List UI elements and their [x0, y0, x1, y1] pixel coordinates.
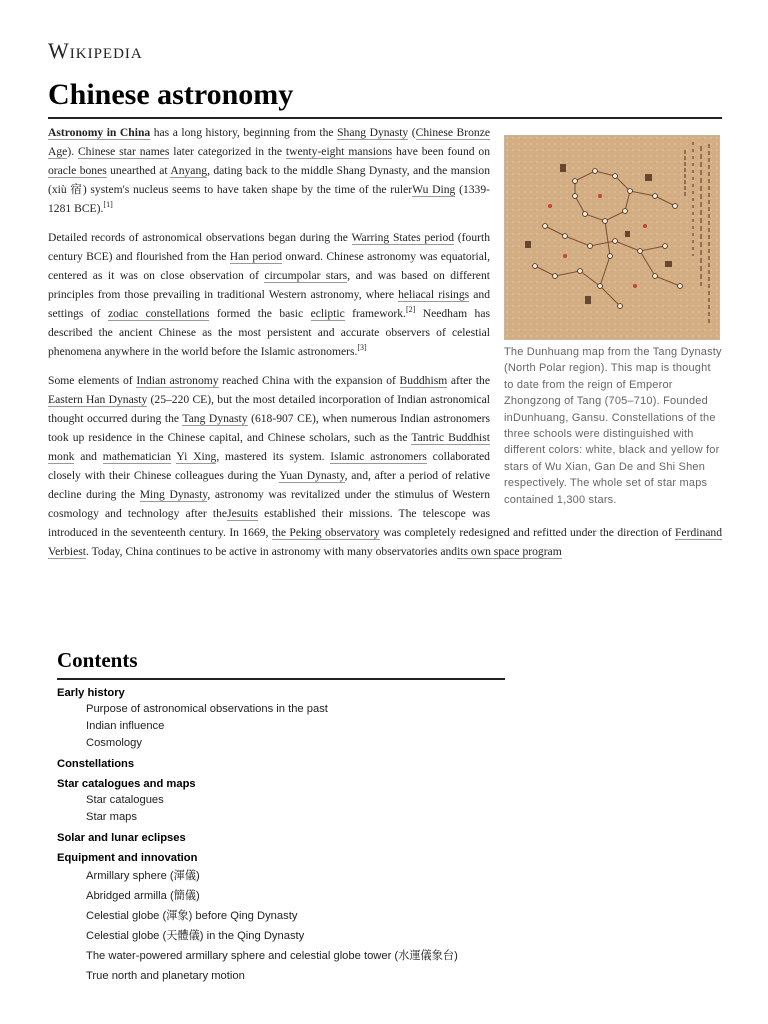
link-yuan-dynasty[interactable]: Yuan Dynasty: [279, 469, 345, 482]
title-divider: [48, 117, 722, 119]
toc-subitem[interactable]: Indian influence: [86, 720, 165, 732]
star-map-drawing: [505, 136, 719, 339]
link-astronomy-in-china[interactable]: Astronomy in China: [48, 126, 151, 139]
link-twenty-eight-mansions[interactable]: twenty-eight mansions: [285, 145, 393, 158]
toc-subitem[interactable]: True north and planetary motion: [86, 970, 245, 982]
toc-subitem[interactable]: Purpose of astronomical observations in the past: [86, 703, 328, 715]
link-jesuits[interactable]: Jesuits: [227, 507, 258, 520]
citation-3[interactable]: [3]: [357, 343, 367, 353]
toc-subitem[interactable]: Star catalogues: [86, 794, 164, 806]
toc-item-constellations[interactable]: Constellations: [57, 758, 135, 770]
link-shang-dynasty[interactable]: Shang Dynasty: [337, 126, 409, 139]
paragraph-influences: Some elements of Indian astronomy reached China with the expansion of Buddhism after the Eastern Han Dynasty (25–220 CE), but the most detailed incorporation of Indian astronomical thought occurred during the Tang Dynasty (618-907 CE), when numerous Indian astronomers took up residence in the Chinese capital, and Chinese scholars, such as the Tantric Buddhist monk and mathematician Yi Xing, mastered its system. Islamic astronomers collaborated closely with their Chinese colleagues during the Yuan Dynasty, and, after a period of relative decline during the Ming Dynasty, astronomy was revitalized under the stimulus of Western cosmology and technology after theJesuits established their missions. The telescope was introduced in the seventeenth century. In 1669, the Peking observatory was completely redesigned and refitted under the direction of Ferdinand Verbiest. Today, China continues to be active in astronomy with many observatories andits own space program: [48, 374, 722, 558]
page-title: Chinese astronomy: [48, 78, 294, 111]
paragraph-records: Detailed records of astronomical observations began during the Warring States period (fourth century BCE) and flourished from the Han period onward. Chinese astronomy was equatorial, centered as it was on close observation of circumpolar stars, and was based on different principles from those prevailing in traditional Western astronomy, where heliacal risings and settings of zodiac constellations formed the basic ecliptic framework.[2] Needham has described the ancient Chinese as the most persistent and accurate observers of celestial phenomena anywhere in the world before the Islamic astronomers.[3]: [48, 231, 491, 358]
paragraph-intro: Astronomy in China has a long history, beginning from the Shang Dynasty (Chinese Bronze Age). Chinese star names later categorized in the twenty-eight mansions have been found on oracle bones unearthed at Anyang, dating back to the middle Shang Dynasty, and the mansion (xiù 宿) system's nucleus seems to have taken shape by the time of the rulerWu Ding (1339-1281 BCE).[1]: [48, 126, 490, 215]
citation-1[interactable]: [1]: [103, 200, 113, 210]
toc-subitem[interactable]: Abridged armilla (簡儀): [86, 890, 200, 902]
link-mathematician[interactable]: mathematician: [102, 450, 171, 463]
toc-divider: [57, 678, 505, 680]
toc-section-early-history: [57, 686, 505, 752]
link-han-period[interactable]: Han period: [229, 250, 283, 263]
link-indian-astronomy[interactable]: Indian astronomy: [136, 374, 219, 387]
link-ferdinand-verbiest[interactable]: Ferdinand Verbiest: [48, 526, 722, 558]
toc-subitem[interactable]: Armillary sphere (渾儀): [86, 870, 200, 882]
toc-section-constellations: [57, 757, 505, 772]
dunhuang-map-figure: [504, 135, 722, 508]
link-tantric-buddhist-monk[interactable]: Tantric Buddhist monk: [48, 431, 490, 463]
toc-title: Contents: [57, 648, 138, 672]
citation-2[interactable]: [2]: [405, 305, 416, 315]
toc-item-solar-and-lunar-eclipses[interactable]: Solar and lunar eclipses: [57, 832, 186, 844]
link-heliacal-risings[interactable]: heliacal risings: [398, 288, 470, 301]
toc-subitem[interactable]: Star maps: [86, 811, 137, 823]
link-yi-xing[interactable]: Yi Xing: [176, 450, 217, 463]
toc-subitem[interactable]: Cosmology: [86, 737, 142, 749]
toc-section-equipment-and-innovation: [57, 851, 505, 986]
link-zodiac-constellations[interactable]: zodiac constellations: [107, 307, 210, 320]
toc-item-star-catalogues-and-maps[interactable]: Star catalogues and maps: [57, 778, 196, 790]
toc-section-solar-and-lunar-eclipses: [57, 831, 505, 846]
toc-section-star-catalogues-and-maps: [57, 777, 505, 826]
table-of-contents: [57, 648, 505, 986]
toc-subitem[interactable]: The water-powered armillary sphere and celestial globe tower (水運儀象台): [86, 950, 458, 962]
link-islamic-astronomers[interactable]: Islamic astronomers: [330, 450, 427, 463]
link-warring-states-period[interactable]: Warring States period: [351, 231, 455, 244]
link-chinese-star-names[interactable]: Chinese star names: [77, 145, 170, 158]
link-peking-observatory[interactable]: the Peking observatory: [271, 526, 380, 539]
toc-subitem[interactable]: Celestial globe (天體儀) in the Qing Dynasty: [86, 930, 305, 942]
wikipedia-wordmark[interactable]: Wikipedia: [48, 38, 143, 63]
link-chinese-space-program[interactable]: its own space program: [457, 545, 562, 558]
link-buddhism[interactable]: Buddhism: [399, 374, 448, 387]
dunhuang-star-map-image[interactable]: [504, 135, 720, 340]
link-eastern-han-dynasty[interactable]: Eastern Han Dynasty: [48, 393, 148, 406]
link-ecliptic[interactable]: ecliptic: [310, 307, 345, 320]
link-anyang[interactable]: Anyang: [170, 164, 208, 177]
toc-item-equipment-and-innovation[interactable]: Equipment and innovation: [57, 852, 198, 864]
link-circumpolar-stars[interactable]: circumpolar stars: [264, 269, 348, 282]
link-chinese-bronze-age[interactable]: Chinese Bronze Age: [48, 126, 490, 158]
link-oracle-bones[interactable]: oracle bones: [48, 164, 107, 177]
article-body: [48, 123, 722, 571]
toc-item-early-history[interactable]: Early history: [57, 687, 125, 699]
link-ming-dynasty[interactable]: Ming Dynasty: [139, 488, 208, 501]
link-tang-dynasty[interactable]: Tang Dynasty: [182, 412, 248, 425]
toc-subitem[interactable]: Celestial globe (渾象) before Qing Dynasty: [86, 910, 298, 922]
figure-caption: The Dunhuang map from the Tang Dynasty (North Polar region). This map is thought to date from the reign of Emperor Zhongzong of Tang (705–710). Founded inDunhuang, Gansu. Constellations of the three schools were distinguished with different colors: white, black and yellow for stars of Wu Xian, Gan De and Shi Shen respectively. The whole set of star maps contained 1,300 stars.: [504, 346, 722, 506]
link-wu-ding[interactable]: Wu Ding: [412, 183, 456, 196]
